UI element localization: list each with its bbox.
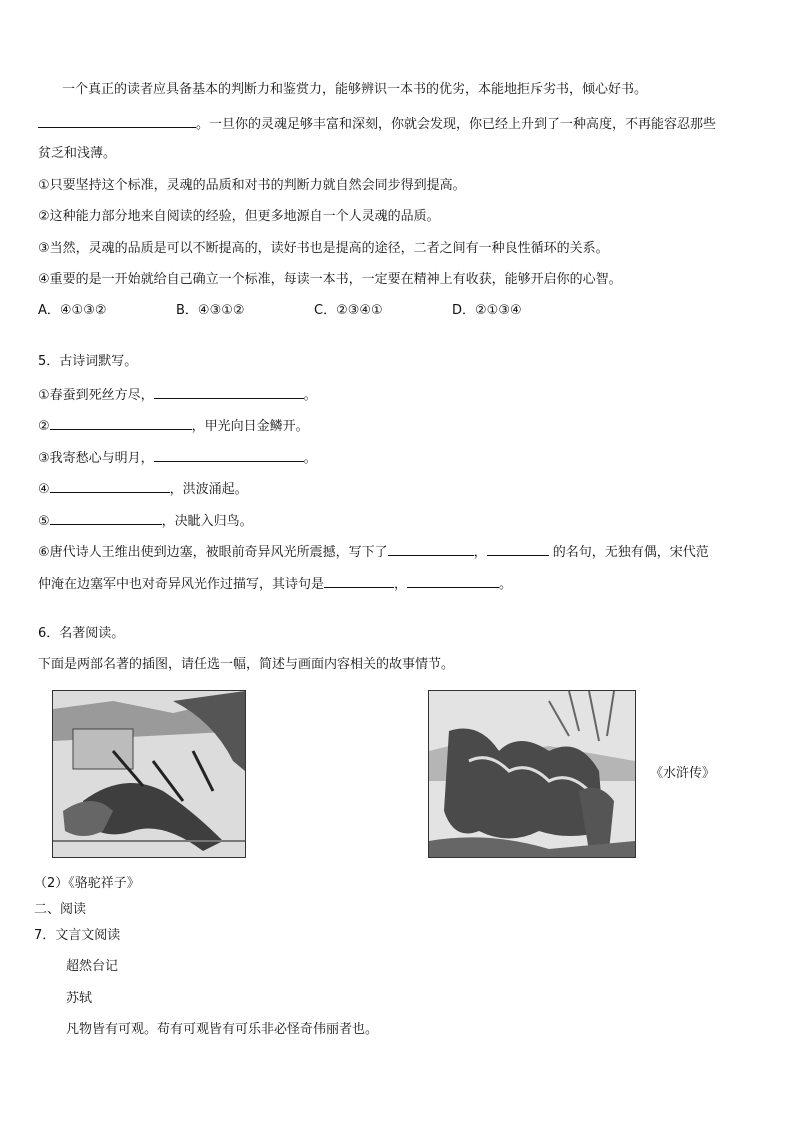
caption-right: 《水浒传》 [650, 766, 716, 781]
passage-line-1: 一个真正的读者应具备基本的判断力和鉴赏力，能够辨识一本书的优劣，本能地拒斥劣书，倾心好书。 [62, 82, 648, 97]
essay-title: 超然台记 [66, 959, 119, 974]
q5-line-6b: 仲淹在边塞军中也对奇异风光作过描写，其诗句是 ， 。 [38, 577, 513, 592]
answer-blank[interactable] [50, 512, 162, 525]
answer-blank[interactable] [388, 543, 474, 556]
illustration-right-art [429, 691, 635, 857]
option-b[interactable]: B．④③①② [176, 303, 245, 318]
sentence-item-3: ③当然，灵魂的品质是可以不断提高的，读好书也是提高的途径，二者之间有一种良性循环的关系。 [38, 241, 609, 256]
answer-blank[interactable] [407, 575, 499, 588]
answer-blank[interactable] [50, 417, 192, 430]
q6-title: 6．名著阅读。 [38, 626, 125, 641]
answer-blank[interactable] [487, 543, 549, 556]
sentence-item-4: ④重要的是一开始就给自己确立一个标准，每读一本书，一定要在精神上有收获，能够开启你的心智。 [38, 272, 622, 287]
q5-line-5: ⑤ ，决眦入归鸟。 [38, 514, 253, 529]
answer-options [38, 303, 522, 319]
illustration-right [428, 690, 636, 858]
q7-title: 7．文言文阅读 [34, 928, 121, 943]
q5-line-3: ③我寄愁心与明月， 。 [38, 451, 317, 466]
sentence-item-2: ②这种能力部分地来自阅读的经验，但更多地源自一个人灵魂的品质。 [38, 209, 440, 224]
option-d[interactable]: D．②①③④ [452, 303, 522, 318]
section-heading: 二、阅读 [34, 902, 87, 917]
illustration-left [52, 690, 246, 858]
answer-blank[interactable] [154, 449, 304, 462]
essay-first-line: 凡物皆有可观。苟有可观皆有可乐非必怪奇伟丽者也。 [66, 1022, 379, 1037]
option-c[interactable]: C．②③④① [314, 303, 383, 318]
answer-blank[interactable] [154, 386, 304, 399]
caption-left: （2）《骆驼祥子》 [34, 876, 140, 891]
essay-author: 苏轼 [66, 991, 93, 1006]
answer-blank[interactable] [50, 480, 170, 493]
passage-line-2: 。一旦你的灵魂足够丰富和深刻，你就会发现，你已经上升到了一种高度，不再能容忍那些 [38, 115, 716, 133]
q5-line-2: ② ，甲光向日金鳞开。 [38, 419, 309, 434]
q5-line-1: ①春蚕到死丝方尽， 。 [38, 388, 317, 403]
q5-line-4: ④ ，洪波涌起。 [38, 482, 248, 497]
sentence-item-1: ①只要坚持这个标准，灵魂的品质和对书的判断力就自然会同步得到提高。 [38, 178, 466, 193]
answer-blank[interactable] [324, 575, 394, 588]
q5-title: 5．古诗词默写。 [38, 354, 138, 369]
q5-line-6a: ⑥唐代诗人王维出使到边塞，被眼前奇异风光所震撼，写下了 ， 的名句，无独有偶，宋代范 [38, 545, 709, 560]
q6-prompt: 下面是两部名著的插图，请任选一幅，简述与画面内容相关的故事情节。 [38, 657, 455, 672]
passage-line-3: 贫乏和浅薄。 [38, 146, 117, 161]
answer-blank[interactable] [38, 115, 196, 128]
option-a[interactable]: A．④①③② [38, 303, 107, 318]
illustration-left-art [53, 691, 245, 857]
